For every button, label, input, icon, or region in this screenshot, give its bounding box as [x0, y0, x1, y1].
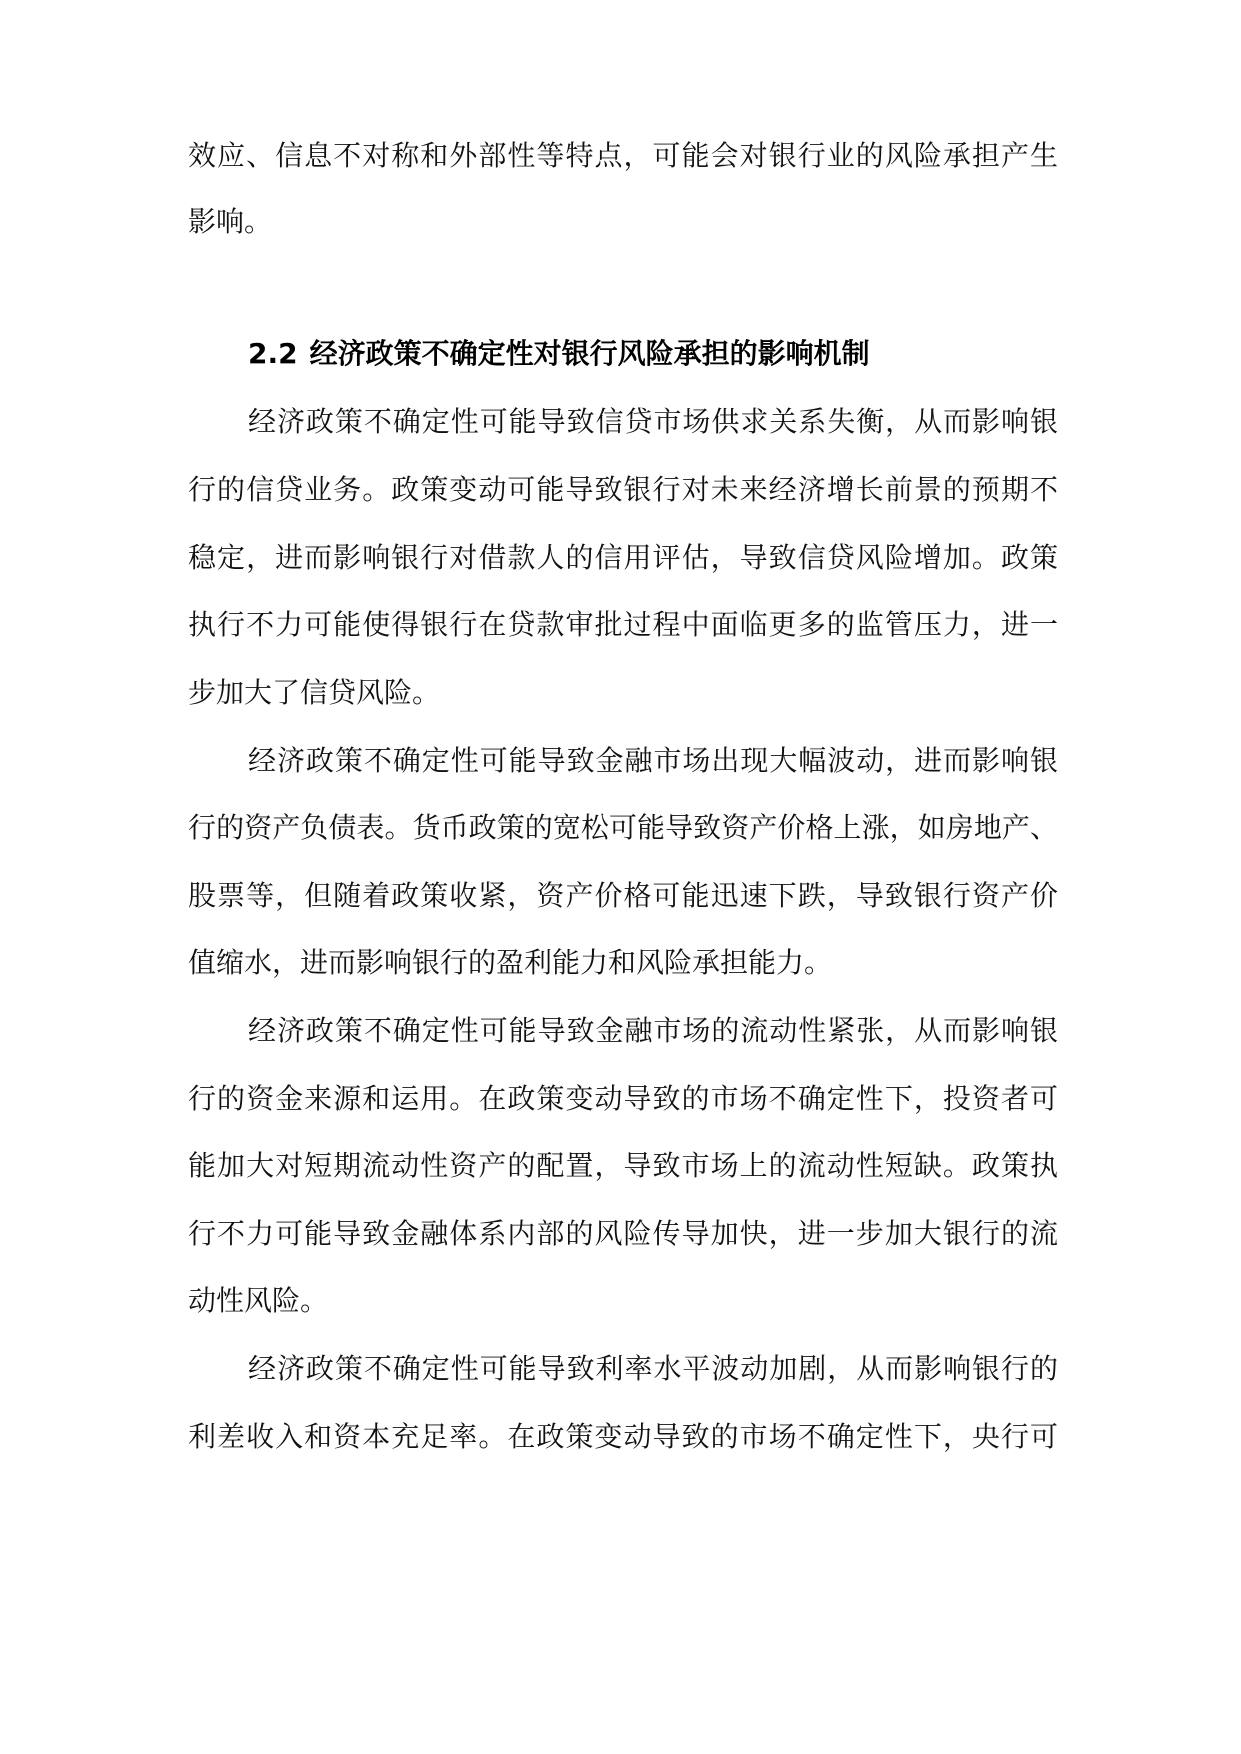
- paragraph-line: 动性风险。: [188, 1284, 329, 1317]
- paragraph-line: 行的资产负债表。货币政策的宽松可能导致资产价格上涨，如房地产、: [188, 811, 1058, 844]
- paragraph-line: 行的资金来源和运用。在政策变动导致的市场不确定性下，投资者可: [188, 1082, 1058, 1115]
- paragraph-line: 利差收入和资本充足率。在政策变动导致的市场不确定性下，央行可: [188, 1420, 1058, 1453]
- text-line: 效应、信息不对称和外部性等特点，可能会对银行业的风险承担产生: [188, 139, 1058, 172]
- paragraph-line: 值缩水，进而影响银行的盈利能力和风险承担能力。: [188, 946, 833, 979]
- section-heading: [248, 334, 870, 374]
- paragraph-line: 经济政策不确定性可能导致信贷市场供求关系失衡，从而影响银: [248, 405, 1058, 438]
- paragraph-line: 股票等，但随着政策收紧，资产价格可能迅速下跌，导致银行资产价: [188, 879, 1058, 912]
- paragraph-line: 能加大对短期流动性资产的配置，导致市场上的流动性短缺。政策执: [188, 1149, 1058, 1182]
- paragraph-line: 经济政策不确定性可能导致利率水平波动加剧，从而影响银行的: [248, 1352, 1058, 1385]
- paragraph-line: 行不力可能导致金融体系内部的风险传导加快，进一步加大银行的流: [188, 1217, 1058, 1250]
- paragraph-line: 行的信贷业务。政策变动可能导致银行对未来经济增长前景的预期不: [188, 473, 1058, 506]
- paragraph-line: 经济政策不确定性可能导致金融市场的流动性紧张，从而影响银: [248, 1014, 1058, 1047]
- paragraph-line: 经济政策不确定性可能导致金融市场出现大幅波动，进而影响银: [248, 744, 1058, 777]
- section-number: 2.2: [248, 337, 298, 370]
- paragraph-line: 稳定，进而影响银行对借款人的信用评估，导致信贷风险增加。政策: [188, 541, 1058, 574]
- text-line: 影响。: [188, 205, 273, 238]
- section-title: 经济政策不确定性对银行风险承担的影响机制: [309, 337, 870, 370]
- paragraph-line: 步加大了信贷风险。: [188, 676, 441, 709]
- paragraph-line: 执行不力可能使得银行在贷款审批过程中面临更多的监管压力，进一: [188, 608, 1058, 641]
